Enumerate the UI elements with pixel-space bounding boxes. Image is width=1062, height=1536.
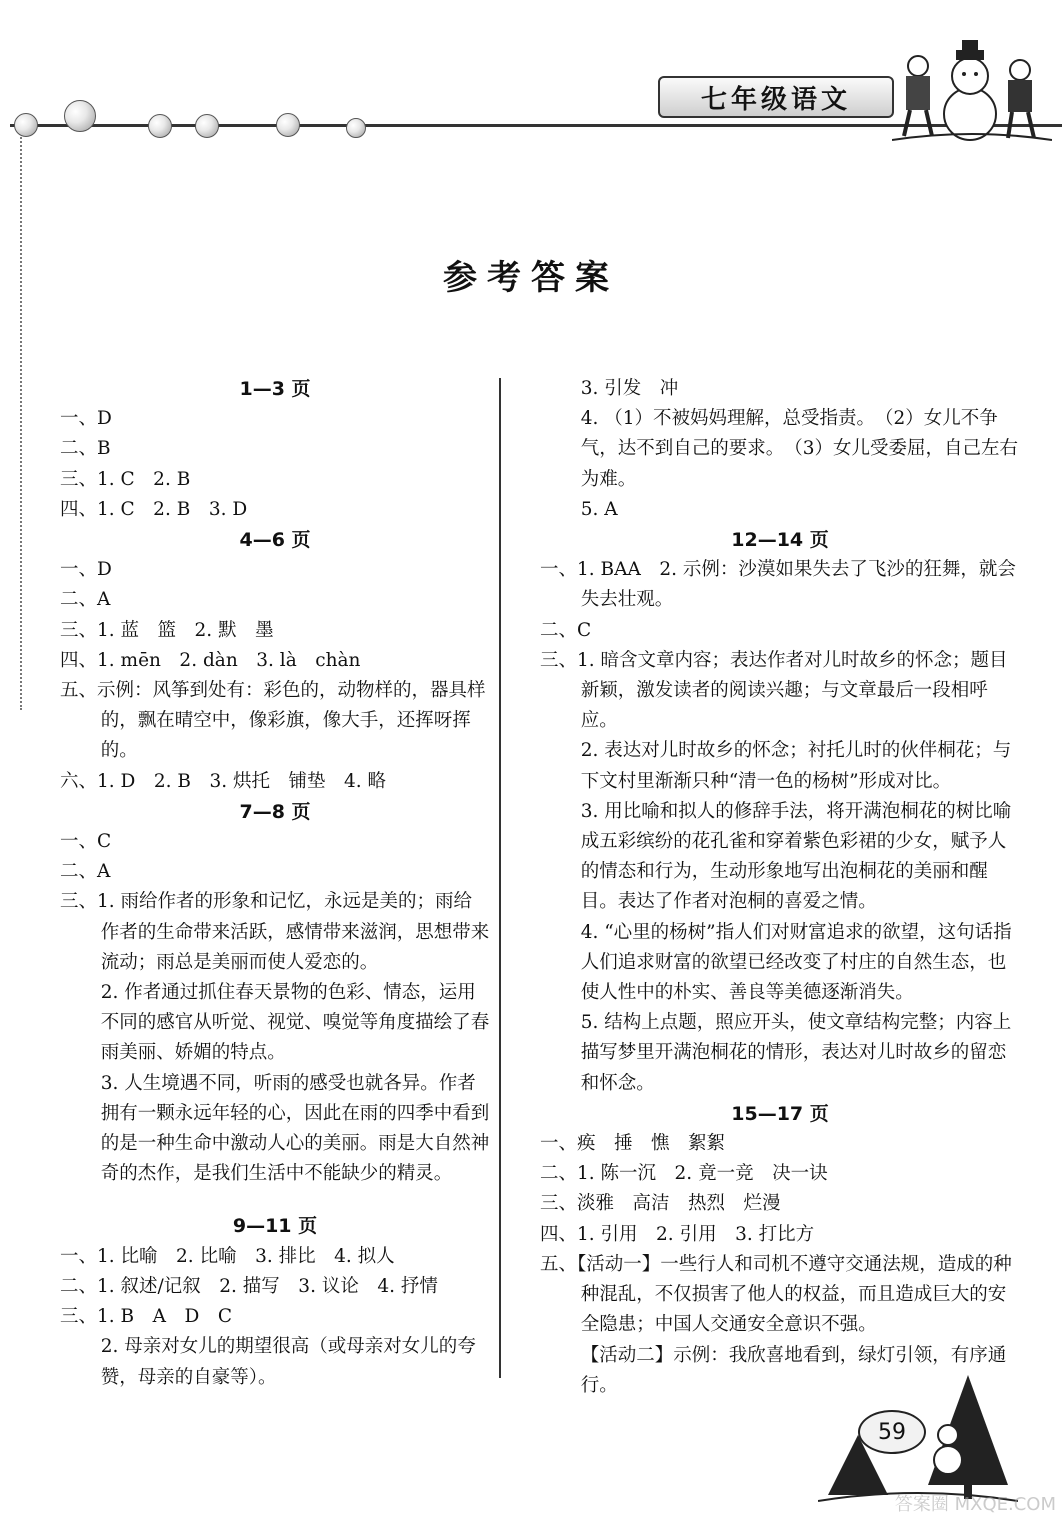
answer-subitem: 4. “心里的杨树”指人们对财富追求的欲望，这句话指人们追求财富的欲望已经改变了村庄的自然生态，也使人性中的朴实、善良等美德逐渐消失。	[580, 921, 1012, 1004]
answer-item: 一、C	[60, 831, 112, 853]
answer-subitem: 5. 结构上点题，照应开头，使文章结构完整；内容上描写梦里开满泡桐花的情形，表达对儿时故乡的留恋和怀念。	[580, 1012, 1012, 1094]
answer-item: 五、示例：风筝到处有：彩色的，动物样的，器具样的，飘在晴空中，像彩旗，像大手，还挥呀挥的。	[60, 680, 486, 762]
answer-subitem: 4. （1）不被妈妈理解，总受指责。 （2）女儿不争气，达不到自己的要求。 （3）女儿受委屈，自己左右为难。	[580, 408, 1018, 490]
answer-item: 二、1. 陈一沉 2. 竟一竞 决一诀	[540, 1163, 828, 1185]
page-title: 参考答案	[443, 258, 619, 298]
section-heading: 1—3 页	[239, 378, 311, 400]
answer-item: 三、淡雅 高洁 热烈 烂漫	[540, 1193, 781, 1215]
answer-column-right	[540, 374, 1020, 1401]
answer-item: 二、1. 叙述/记叙 2. 描写 3. 议论 4. 抒情	[60, 1275, 438, 1297]
page-number: 59	[878, 1419, 906, 1445]
bead-ornament-icon	[195, 114, 219, 138]
answer-item: 二、C	[540, 619, 592, 641]
answer-item: 三、1. 雨给作者的形象和记忆，永远是美的；雨给作者的生命带来活跃，感情带来滋润，思想带来流动；雨总是美丽而使人爱恋的。	[60, 891, 490, 973]
answer-item: 二、A	[60, 589, 111, 611]
answer-subitem: 3. 人生境遇不同，听雨的感受也就各异。作者拥有一颗永远年轻的心，因此在雨的四季中看到的是一种生命中激动人心的美丽。雨是大自然神奇的杰作，是我们生活中不能缺少的精灵。	[100, 1072, 490, 1185]
answer-subitem: 2. 表达对儿时故乡的怀念；衬托儿时的伙伴桐花；与下文村里渐渐只种“清一色的杨树”形成对比。	[580, 740, 1012, 792]
bead-ornament-icon	[14, 113, 38, 137]
bead-ornament-icon	[346, 118, 366, 138]
left-dotted-border	[20, 130, 22, 710]
answer-item: 四、1. 引用 2. 引用 3. 打比方	[540, 1223, 815, 1245]
answer-column-left	[60, 374, 490, 1393]
section-heading: 9—11 页	[232, 1215, 318, 1238]
bead-ornament-icon	[64, 100, 96, 132]
answer-subitem: 3. 引发 冲	[580, 378, 679, 399]
answer-subitem: 2. 母亲对女儿的期望很高（或母亲对女儿的夸赞，母亲的自豪等）。	[100, 1336, 476, 1388]
watermark: 答案圈 MXQE.COM	[894, 1494, 1056, 1515]
section-heading: 15—17 页	[731, 1102, 829, 1125]
column-divider	[499, 378, 501, 1378]
answer-item: 三、1. C 2. B	[60, 468, 191, 490]
answer-item: 六、1. D 2. B 3. 烘托 铺垫 4. 略	[60, 770, 387, 792]
bead-ornament-icon	[148, 114, 172, 138]
answer-item: 二、B	[60, 438, 111, 460]
section-heading: 4—6 页	[239, 529, 311, 552]
answer-item: 四、1. C 2. B 3. D	[60, 498, 248, 520]
bead-ornament-icon	[276, 113, 300, 137]
answer-subitem: 5. A	[580, 498, 618, 520]
answer-item: 一、痪 捶 憔 絮絮	[540, 1133, 726, 1155]
subject-banner	[658, 76, 894, 118]
answer-item: 三、1. B A D C	[60, 1306, 232, 1328]
answer-item: 一、1. BAA 2. 示例：沙漠如果失去了飞沙的狂舞，就会失去壮观。	[540, 559, 1016, 611]
answer-subitem: 3. 用比喻和拟人的修辞手法，将开满泡桐花的树比喻成五彩缤纷的花孔雀和穿着紫色彩裙的少女，赋予人的情态和行为，生动形象地写出泡桐花的美丽和醒目。表达了作者对泡桐的喜爱之情。	[580, 800, 1012, 913]
answer-item: 三、1. 蓝 篮 2. 默 墨	[60, 619, 274, 641]
section-heading: 7—8 页	[239, 800, 311, 823]
section-heading: 12—14 页	[731, 529, 829, 552]
answer-item: 一、D	[60, 559, 112, 581]
answer-item: 四、1. mēn 2. dàn 3. là chàn	[60, 649, 361, 671]
answer-item: 三、1. 暗含文章内容；表达作者对儿时故乡的怀念；题目新颖，激发读者的阅读兴趣；与文章最后一段相呼应。	[540, 649, 1008, 732]
snowman-kids-icon	[892, 36, 1052, 146]
answer-subitem: 2. 作者通过抓住春天景物的色彩、情态，运用不同的感官从听觉、视觉、嗅觉等角度描绘了春雨美丽、娇媚的特点。	[100, 982, 490, 1064]
answer-item: 五、【活动一】一些行人和司机不遵守交通法规，造成的种种混乱，不仅损害了他人的权益，而且造成巨大的安全隐患；中国人交通安全意识不强。	[540, 1253, 1012, 1336]
answer-subitem: 【活动二】示例：我欣喜地看到，绿灯引领，有序通行。	[580, 1344, 1007, 1396]
page-number-badge	[858, 1410, 926, 1454]
answer-item: 一、1. 比喻 2. 比喻 3. 排比 4. 拟人	[60, 1245, 395, 1267]
answer-item: 二、A	[60, 861, 111, 883]
answer-item: 一、D	[60, 408, 112, 430]
subject-title: 七年级语文	[700, 84, 851, 115]
